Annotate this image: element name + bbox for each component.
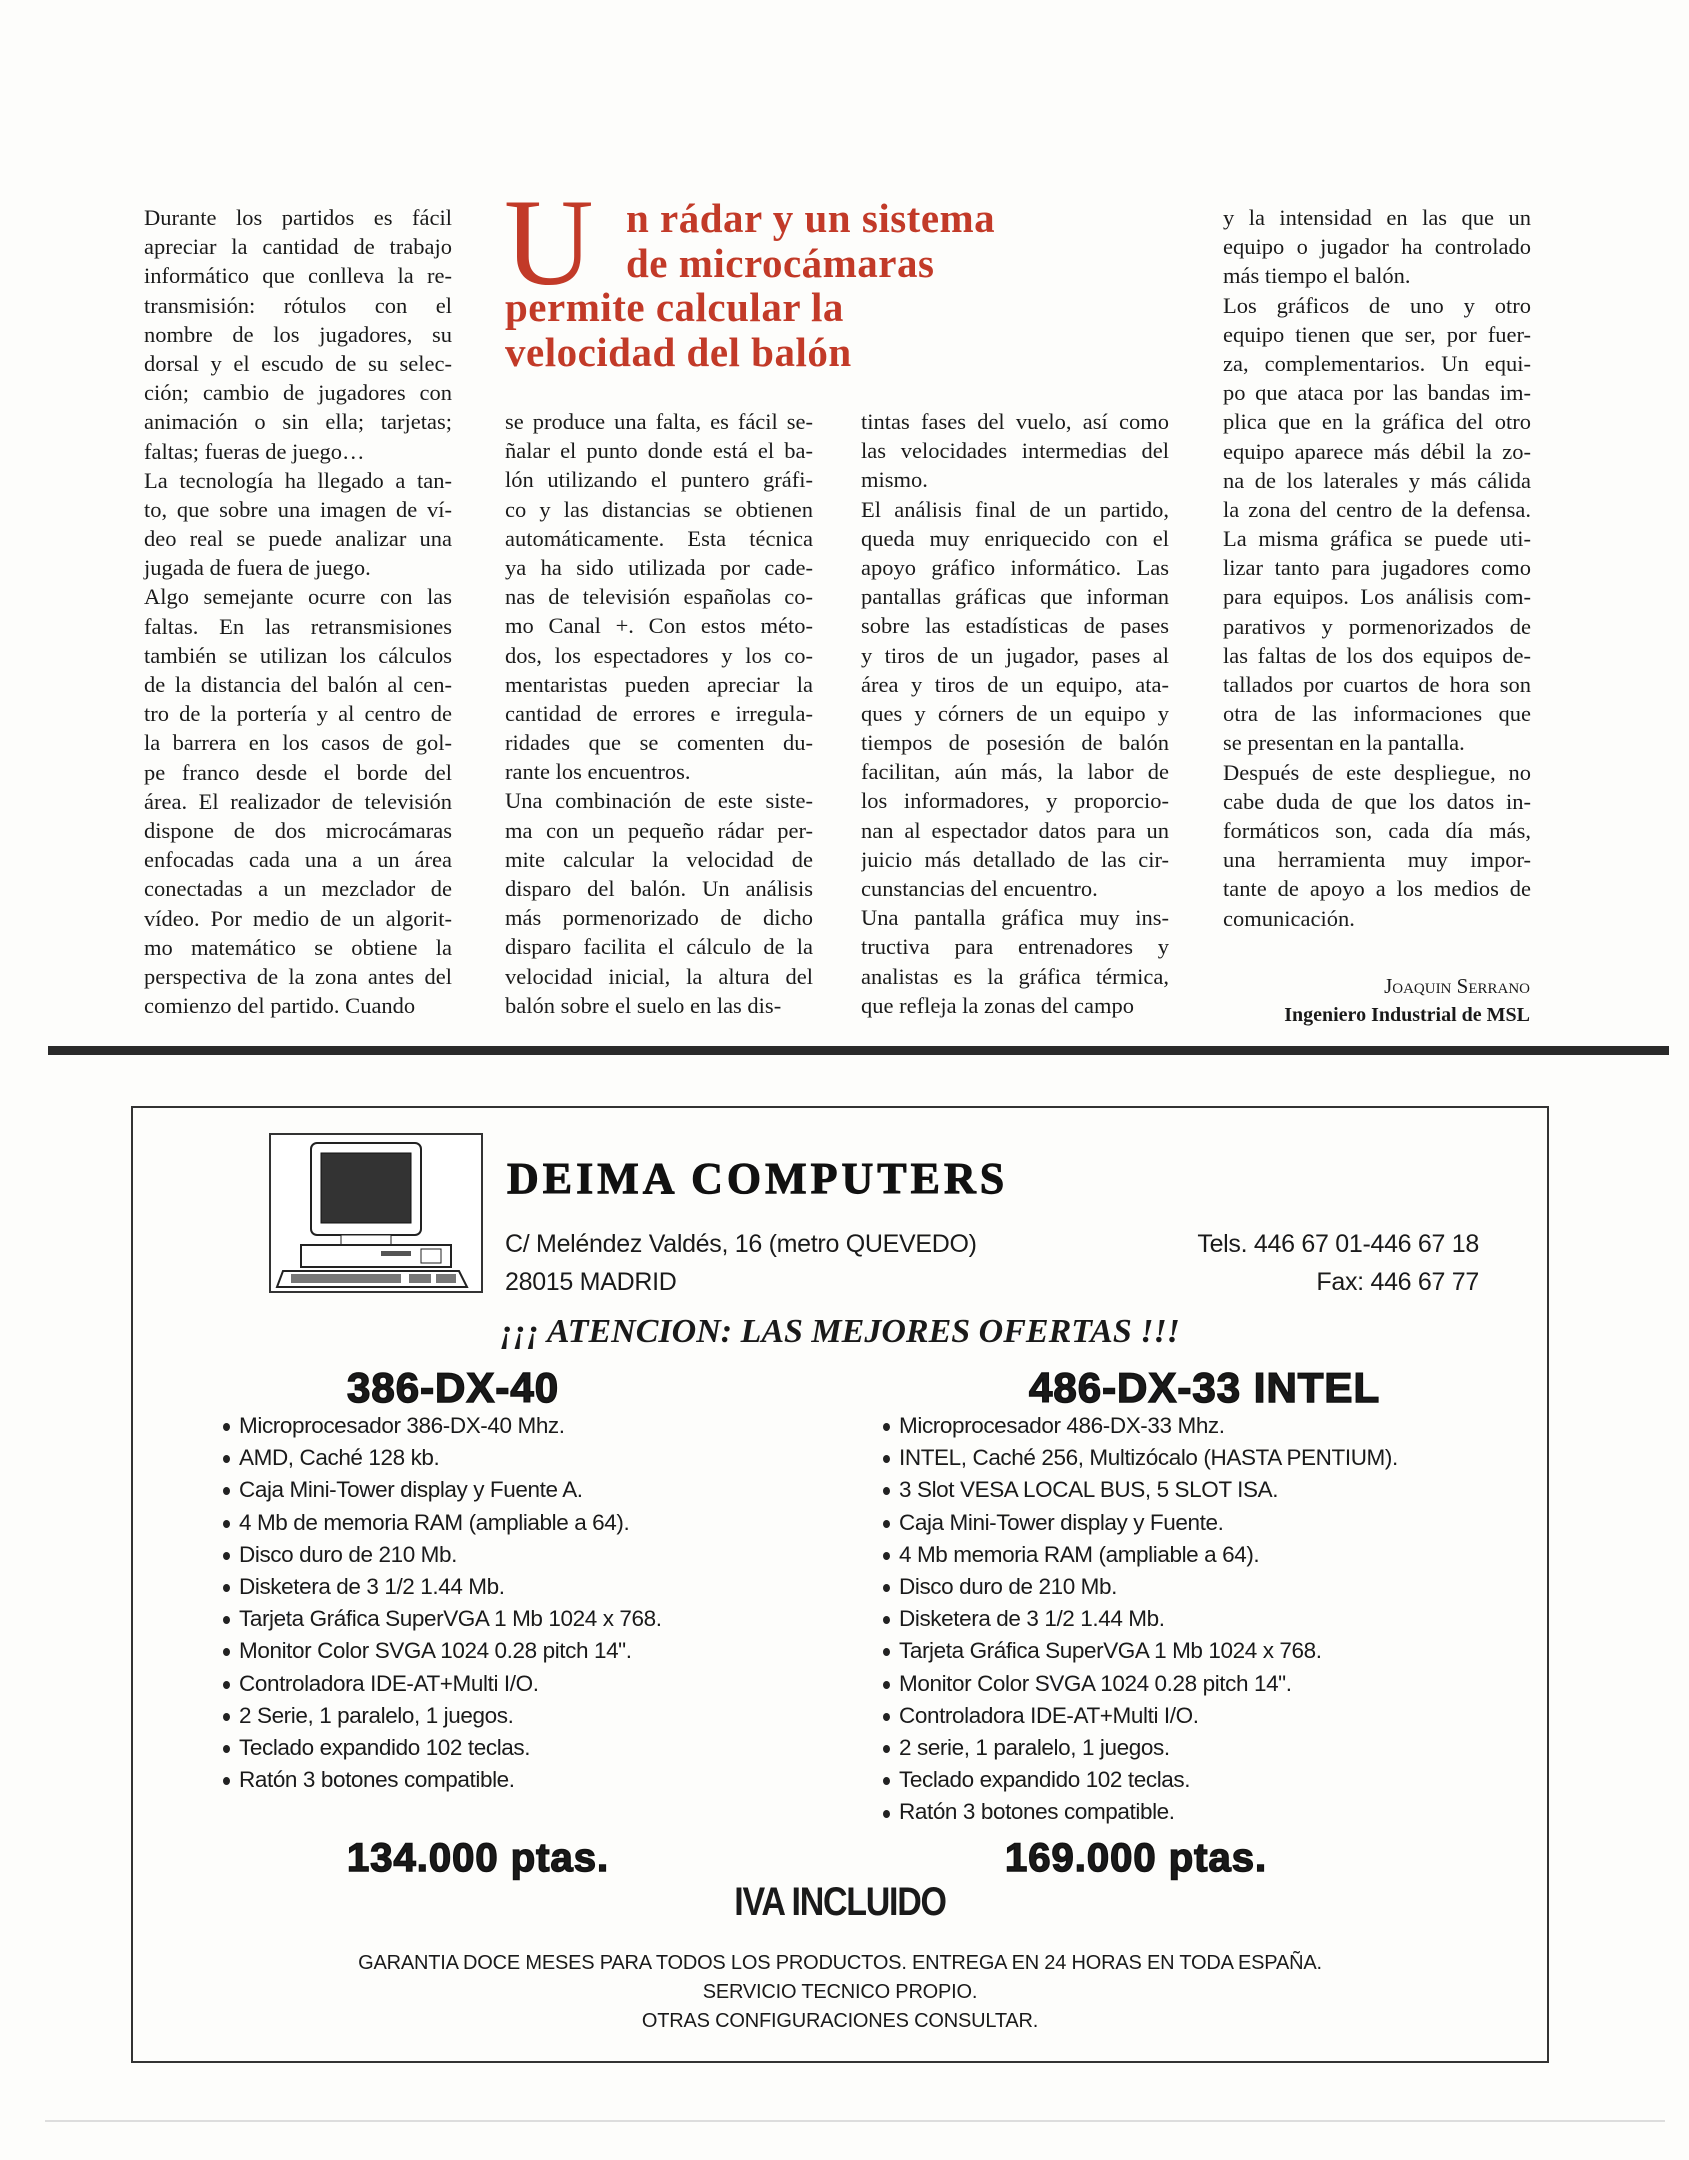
text-line: mite calcular la velocidad de [505,846,813,872]
offer-model-486: 486-DX-33 INTEL [1029,1364,1381,1411]
text-line: área y tiros de un equipo, ata- [861,671,1169,697]
feature-text: 3 Slot VESA LOCAL BUS, 5 SLOT ISA. [899,1477,1279,1503]
title-line: velocidad del balón [505,328,852,375]
bullet-icon [223,1745,230,1753]
text-line: queda muy enriquecido con el [861,525,1169,551]
text-line: mo matemático se obtiene la [144,934,452,960]
feature-text: Disketera de 3 1/2 1.44 Mb. [239,1574,505,1600]
feature-item [883,1764,1398,1796]
text-line: juicio más detallado de las cir- [861,846,1169,872]
text-line: pe franco desde el borde del [144,759,452,785]
offer-386-features [223,1410,662,1796]
bullet-icon [883,1520,890,1528]
bullet-icon [223,1520,230,1528]
text-line: sobre las estadísticas de pases [861,613,1169,639]
text-line: na de los laterales y más cálida [1223,467,1531,493]
text-line: parativos y pormenorizados de [1223,613,1531,639]
text-line: co y las distancias se obtienen [505,496,813,522]
feature-text: Controladora IDE-AT+Multi I/O. [899,1702,1199,1728]
feature-text: Ratón 3 botones compatible. [899,1799,1175,1825]
computer-illustration [269,1133,483,1293]
bullet-icon [883,1487,890,1495]
text-line: ñalar el punto donde está el ba- [505,438,813,464]
feature-item [883,1442,1398,1474]
title-line: n rádar y un sistema [626,195,996,241]
section-divider [48,1046,1669,1055]
feature-item [883,1539,1398,1571]
bullet-icon [883,1455,890,1463]
text-line: conectadas a un mezclador de [144,876,452,902]
feature-text: Controladora IDE-AT+Multi I/O. [239,1670,539,1696]
feature-item [883,1603,1398,1635]
text-line: tante de apoyo a los medios de [1223,876,1531,902]
text-line: para equipos. Los análisis com- [1223,584,1531,610]
vat-included-label: IVA INCLUIDO [734,1880,946,1924]
author-role: Ingeniero Industrial de MSL [1284,1004,1530,1026]
bullet-icon [223,1552,230,1560]
bullet-icon [223,1423,230,1431]
article-title [505,196,1145,374]
text-line: las faltas de los dos equipos de- [1223,642,1531,668]
fax-number: Fax: 446 67 77 [1316,1268,1479,1296]
text-line: za, complementarios. Un equi- [1223,350,1531,376]
text-line: facilitan, aún más, la labor de [861,759,1169,785]
feature-text: INTEL, Caché 256, Multizócalo (HASTA PENTIUM). [899,1445,1398,1471]
feature-item [223,1764,662,1796]
feature-text: Caja Mini-Tower display y Fuente. [899,1509,1224,1535]
text-line: cunstancias del encuentro. [861,876,1098,901]
feature-text: Monitor Color SVGA 1024 0.28 pitch 14". [239,1638,632,1664]
feature-text: 2 serie, 1 paralelo, 1 juegos. [899,1735,1170,1761]
text-line: formáticos son, cada día más, [1223,817,1531,843]
text-line: Una pantalla gráfica muy ins- [861,905,1169,931]
feature-item [883,1571,1398,1603]
bullet-icon [223,1713,230,1721]
text-line: automáticamente. Esta técnica [505,525,813,551]
feature-text: Teclado expandido 102 teclas. [899,1767,1191,1793]
author-name: Joaquin Serrano [1384,974,1530,998]
text-line: otra de las informaciones que [1223,701,1531,727]
feature-item [223,1732,662,1764]
text-line: jugada de fuera de juego. [144,555,371,581]
offer-model-386: 386-DX-40 [347,1364,560,1411]
offer-486-price: 169.000 ptas. [1005,1836,1268,1880]
text-line: comunicación. [1223,905,1355,931]
title-line: de microcámaras [626,239,935,286]
text-line: más pormenorizado de dicho [505,905,813,931]
text-line: más tiempo el balón. [1223,263,1411,289]
bullet-icon [883,1745,890,1753]
feature-text: Teclado expandido 102 teclas. [239,1735,531,1761]
feature-text: AMD, Caché 128 kb. [239,1445,440,1471]
text-line: dispone de dos microcámaras [144,817,452,843]
feature-item [883,1474,1398,1506]
text-line: equipo aparece más débil la zo- [1223,438,1531,464]
feature-text: Caja Mini-Tower display y Fuente A. [239,1477,583,1503]
text-line: ma con un pequeño rádar per- [505,817,813,843]
text-line: disparo del balón. Un análisis [505,876,813,901]
feature-item [883,1507,1398,1539]
text-line: ya ha sido utilizada por cade- [505,554,813,580]
bullet-icon [223,1648,230,1656]
text-line: la barrera en los casos de gol- [144,730,452,756]
feature-text: Microprocesador 386-DX-40 Mhz. [239,1413,565,1438]
article-column-2 [505,407,813,1020]
bullet-icon [223,1777,230,1785]
bullet-icon [883,1648,890,1656]
text-line: cabe duda de que los datos in- [1223,788,1531,814]
feature-item [883,1700,1398,1732]
feature-item [223,1571,662,1603]
text-line: informático que conlleva la re- [144,263,452,289]
offer-headline: ¡¡¡ ATENCION: LAS MEJORES OFERTAS !!! [500,1313,1180,1350]
text-line: tro de la portería y al centro de [144,701,452,727]
text-line: y la intensidad en las que un [1223,205,1531,230]
text-line: enfocadas cada una a un área [144,847,452,873]
feature-item [223,1668,662,1700]
feature-text: Disco duro de 210 Mb. [899,1574,1117,1600]
offer-486-features [883,1410,1398,1829]
text-line: nan al espectador datos para un [861,817,1169,843]
text-line: faltas. En las retransmisiones [144,613,452,639]
article-column-3 [861,407,1169,1020]
article-column-1 [144,203,452,1020]
feature-item [883,1796,1398,1828]
feature-item [223,1410,662,1442]
text-line: se produce una falta, es fácil se- [505,409,813,434]
text-line: ques y córners de un equipo y [861,700,1169,726]
text-line: Durante los partidos es fácil [144,205,452,230]
text-line: Una combinación de este siste- [505,788,813,814]
address-line-2: 28015 MADRID [505,1268,677,1296]
bullet-icon [223,1616,230,1624]
text-line: Después de este despliegue, no [1223,759,1531,785]
text-line: plica que en la gráfica del otro [1223,409,1531,435]
text-line: de la distancia del balón al cen- [144,672,452,697]
byline [1284,972,1530,1030]
text-line: analistas es la gráfica térmica, [861,963,1169,989]
text-line: se presentan en la pantalla. [1223,730,1465,756]
bullet-icon [883,1552,890,1560]
text-line: que refleja la zonas del campo [861,992,1134,1018]
feature-item [883,1668,1398,1700]
bullet-icon [223,1584,230,1592]
feature-item [883,1635,1398,1667]
article-column-4 [1223,203,1531,933]
text-line: to, que sobre una imagen de ví- [144,496,452,522]
text-line: apoyo gráfico informático. Las [861,554,1169,580]
bullet-icon [883,1777,890,1785]
text-line: deo real se puede analizar una [144,526,452,552]
bullet-icon [223,1487,230,1495]
text-line: tintas fases del vuelo, así como [861,409,1169,434]
bullet-icon [883,1713,890,1721]
text-line: mentaristas pueden apreciar la [505,671,813,697]
text-line: área. El realizador de televisión [144,788,452,814]
bullet-icon [883,1810,890,1818]
text-line: la zona del centro de la defensa. [1223,496,1531,522]
text-line: disparo facilita el cálculo de la [505,934,813,960]
drop-cap: U [504,174,594,311]
text-line: lón utilizando el puntero gráfi- [505,467,813,493]
text-line: y tiros de un jugador, pases al [861,642,1169,668]
feature-item [223,1603,662,1635]
feature-text: 4 Mb memoria RAM (ampliable a 64). [899,1541,1260,1567]
text-line: vídeo. Por medio de un algorit- [144,905,452,931]
text-line: tiempos de posesión de balón [861,730,1169,756]
text-line: rante los encuentros. [505,759,691,785]
text-line: dos, los espectadores y los co- [505,642,813,668]
text-line: tallados por cuartos de hora son [1223,672,1531,697]
feature-text: Tarjeta Gráfica SuperVGA 1 Mb 1024 x 768. [239,1606,662,1632]
text-line: La tecnología ha llegado a tan- [144,467,452,493]
title-line: permite calcular la [505,284,844,330]
text-line: mo Canal +. Con estos méto- [505,613,813,639]
text-line: po que ataca por las bandas im- [1223,380,1531,406]
footer-line: SERVICIO TECNICO PROPIO. [702,1981,978,2003]
feature-text: 4 Mb de memoria RAM (ampliable a 64). [239,1509,630,1535]
text-line: lizar tanto para jugadores como [1223,555,1531,581]
feature-text: Monitor Color SVGA 1024 0.28 pitch 14". [899,1670,1292,1696]
offer-386-price: 134.000 ptas. [347,1836,610,1880]
feature-item [223,1507,662,1539]
feature-text: 2 Serie, 1 paralelo, 1 juegos. [239,1702,514,1728]
text-line: balón sobre el suelo en las dis- [505,992,782,1018]
phone-numbers: Tels. 446 67 01-446 67 18 [1197,1230,1479,1258]
feature-text: Microprocesador 486-DX-33 Mhz. [899,1413,1225,1438]
bullet-icon [883,1616,890,1624]
feature-text: Disketera de 3 1/2 1.44 Mb. [899,1606,1165,1632]
text-line: también se utilizan los cálculos [144,642,452,668]
text-line: perspectiva de la zona antes del [144,963,452,989]
text-line: cantidad de errores e irregula- [505,700,813,726]
text-line: dorsal y el escudo de su selec- [144,350,452,376]
text-line: tructiva para entrenadores y [861,934,1169,960]
text-line: nas de televisión españolas co- [505,584,813,610]
address-line-1: C/ Meléndez Valdés, 16 (metro QUEVEDO) [505,1230,977,1258]
feature-item [223,1442,662,1474]
text-line: Algo semejante ocurre con las [144,584,452,610]
footer-line: OTRAS CONFIGURACIONES CONSULTAR. [641,2010,1039,2032]
bullet-icon [883,1681,890,1689]
text-line: equipo o jugador ha controlado [1223,234,1531,260]
text-line: ridades que se comenten du- [505,730,813,756]
text-line: comienzo del partido. Cuando [144,993,416,1019]
computer-icon [271,1135,481,1291]
bullet-icon [883,1423,890,1431]
text-line: una herramienta muy impor- [1223,847,1531,873]
feature-item [223,1700,662,1732]
text-line: nombre de los jugadores, su [144,321,452,347]
advertisement [131,1106,1549,2063]
feature-item [883,1410,1398,1442]
text-line: apreciar la cantidad de trabajo [144,234,452,260]
bullet-icon [223,1455,230,1463]
text-line: las velocidades intermedias del [861,438,1169,464]
bullet-icon [223,1681,230,1689]
text-line: pantallas gráficas que informan [861,584,1169,610]
feature-text: Ratón 3 botones compatible. [239,1767,515,1793]
text-line: equipo tienen que ser, por fuer- [1223,321,1531,347]
text-line: El análisis final de un partido, [861,496,1169,522]
text-line: transmisión: rótulos con el [144,292,452,318]
feature-item [223,1539,662,1571]
feature-text: Tarjeta Gráfica SuperVGA 1 Mb 1024 x 768. [899,1638,1322,1664]
text-line: mismo. [861,467,928,493]
bullet-icon [883,1584,890,1592]
footer-line: GARANTIA DOCE MESES PARA TODOS LOS PRODUCTOS. ENTREGA EN 24 HORAS EN TODA ESPAÑA. [358,1952,1322,1974]
text-line: faltas; fueras de juego… [144,438,365,464]
feature-text: Disco duro de 210 Mb. [239,1541,457,1567]
feature-item [883,1732,1398,1764]
text-line: La misma gráfica se puede uti- [1223,526,1531,552]
text-line: animación o sin ella; tarjetas; [144,409,452,435]
text-line: velocidad inicial, la altura del [505,963,813,989]
page-edge-line [45,2120,1665,2122]
feature-item [223,1635,662,1667]
text-line: ción; cambio de jugadores con [144,380,452,406]
text-line: Los gráficos de uno y otro [1223,292,1531,318]
feature-item [223,1474,662,1506]
text-line: los informadores, y proporcio- [861,788,1169,814]
brand-name: DEIMA COMPUTERS [507,1154,1009,1203]
